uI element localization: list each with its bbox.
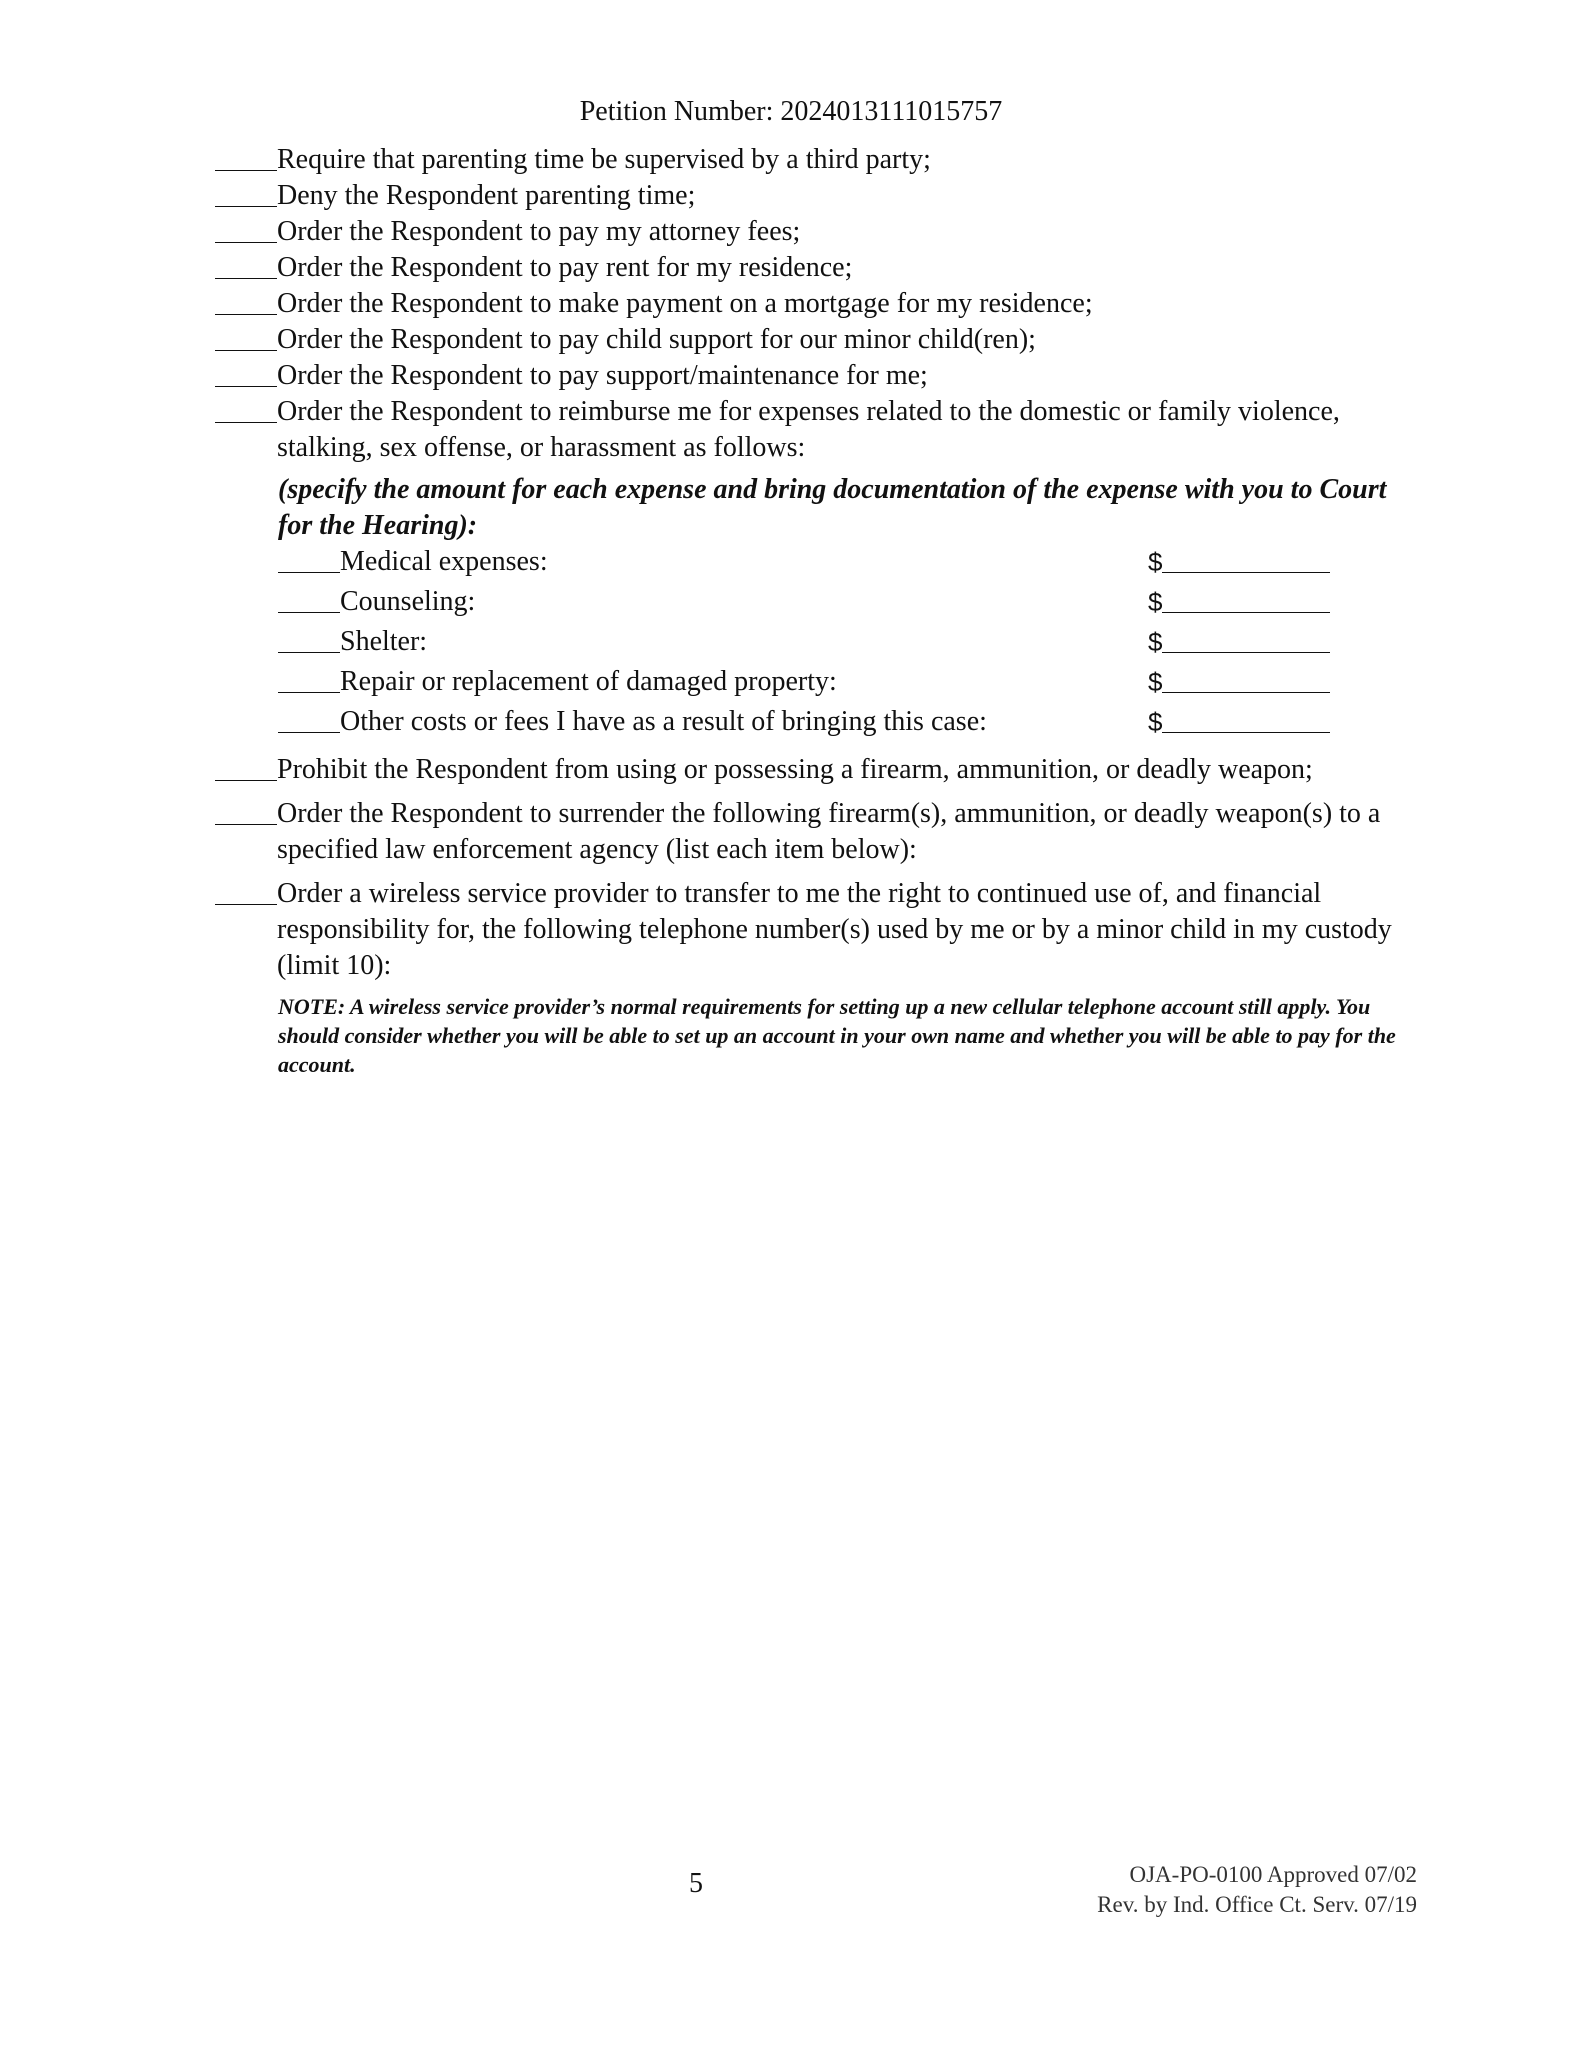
option-text: Order the Respondent to make payment on a mortgage for my residence; (277, 288, 1093, 319)
option-text: Order the Respondent to surrender the following firearm(s), ammunition, or deadly weapon(s) to a specified law enforcement agency (list each item below): (277, 798, 1381, 865)
dollar-sign: $ (1148, 547, 1163, 577)
page-number: 5 (689, 1868, 703, 1899)
option-surrender-firearm (215, 796, 1410, 868)
amount-field (1148, 624, 1330, 660)
form-content (0, 142, 1582, 1079)
option-text: Order the Respondent to pay my attorney fees; (277, 216, 801, 247)
petition-number: Petition Number: 2024013111015757 (579, 96, 1003, 127)
check-line[interactable] (215, 876, 277, 905)
amount-line[interactable] (1162, 544, 1330, 573)
option-text: Order a wireless service provider to transfer to me the right to continued use of, and financial responsibility for, the following telephone number(s) used by me or by a minor child in my custody (limit 10): (277, 878, 1392, 981)
form-id-line: OJA-PO-0100 Approved 07/02 (1129, 1862, 1417, 1887)
amount-field (1148, 704, 1330, 740)
amount-line[interactable] (1162, 584, 1330, 613)
option-text: Deny the Respondent parenting time; (277, 180, 696, 211)
option-text: Order the Respondent to pay support/maintenance for me; (277, 360, 928, 391)
expense-property (278, 664, 1328, 704)
option-rent (215, 250, 1410, 286)
option-attorney-fees (215, 214, 1410, 250)
check-line[interactable] (278, 584, 340, 613)
amount-line[interactable] (1162, 704, 1330, 733)
dollar-sign: $ (1148, 707, 1163, 737)
amount-field (1148, 584, 1330, 620)
check-line[interactable] (215, 358, 277, 387)
check-line[interactable] (215, 394, 277, 423)
check-line[interactable] (278, 704, 340, 733)
dollar-sign: $ (1148, 667, 1163, 697)
option-wireless-transfer (215, 876, 1410, 984)
option-text: Order the Respondent to reimburse me for expenses related to the domestic or family violence, stalking, sex offense, or harassment as follows: (277, 396, 1340, 463)
check-line[interactable] (215, 286, 277, 315)
dollar-sign: $ (1148, 627, 1163, 657)
check-line[interactable] (278, 664, 340, 693)
amount-line[interactable] (1162, 664, 1330, 693)
expense-other-costs (278, 704, 1328, 744)
expense-instruction: (specify the amount for each expense and bring documentation of the expense with you to Court for the Hearing): (278, 474, 1387, 541)
expense-label: Medical expenses: (340, 546, 548, 577)
check-line[interactable] (215, 250, 277, 279)
expense-shelter (278, 624, 1328, 664)
check-line[interactable] (215, 178, 277, 207)
option-child-support (215, 322, 1410, 358)
check-line[interactable] (215, 142, 277, 171)
option-deny-parenting (215, 178, 1410, 214)
option-text: Order the Respondent to pay rent for my residence; (277, 252, 853, 283)
option-text: Require that parenting time be supervised by a third party; (277, 144, 931, 175)
option-mortgage (215, 286, 1410, 322)
option-text: Prohibit the Respondent from using or possessing a firearm, ammunition, or deadly weapon; (277, 754, 1313, 785)
check-line[interactable] (215, 214, 277, 243)
check-line[interactable] (215, 752, 277, 781)
expense-label: Other costs or fees I have as a result of bringing this case: (340, 706, 987, 737)
check-line[interactable] (215, 322, 277, 351)
amount-line[interactable] (1162, 624, 1330, 653)
form-identifier (1097, 1860, 1417, 1920)
dollar-sign: $ (1148, 587, 1163, 617)
expense-label: Repair or replacement of damaged property: (340, 666, 837, 697)
option-supervised-parenting (215, 142, 1410, 178)
expense-counseling (278, 584, 1328, 624)
option-prohibit-firearm (215, 752, 1410, 788)
check-line[interactable] (278, 624, 340, 653)
wireless-note: NOTE: A wireless service provider’s normal requirements for setting up a new cellular telephone account still apply. You should consider whether you will be able to set up an account in your own name and whether you will be able to pay for the account. (278, 994, 1396, 1077)
amount-field (1148, 664, 1330, 700)
option-maintenance (215, 358, 1410, 394)
amount-field (1148, 544, 1330, 580)
expense-medical (278, 544, 1328, 584)
form-revision-line: Rev. by Ind. Office Ct. Serv. 07/19 (1097, 1892, 1417, 1917)
expense-label: Shelter: (340, 626, 428, 657)
option-text: Order the Respondent to pay child support for our minor child(ren); (277, 324, 1036, 355)
expense-label: Counseling: (340, 586, 476, 617)
option-reimburse-expenses (215, 394, 1410, 466)
check-line[interactable] (215, 796, 277, 825)
check-line[interactable] (278, 544, 340, 573)
